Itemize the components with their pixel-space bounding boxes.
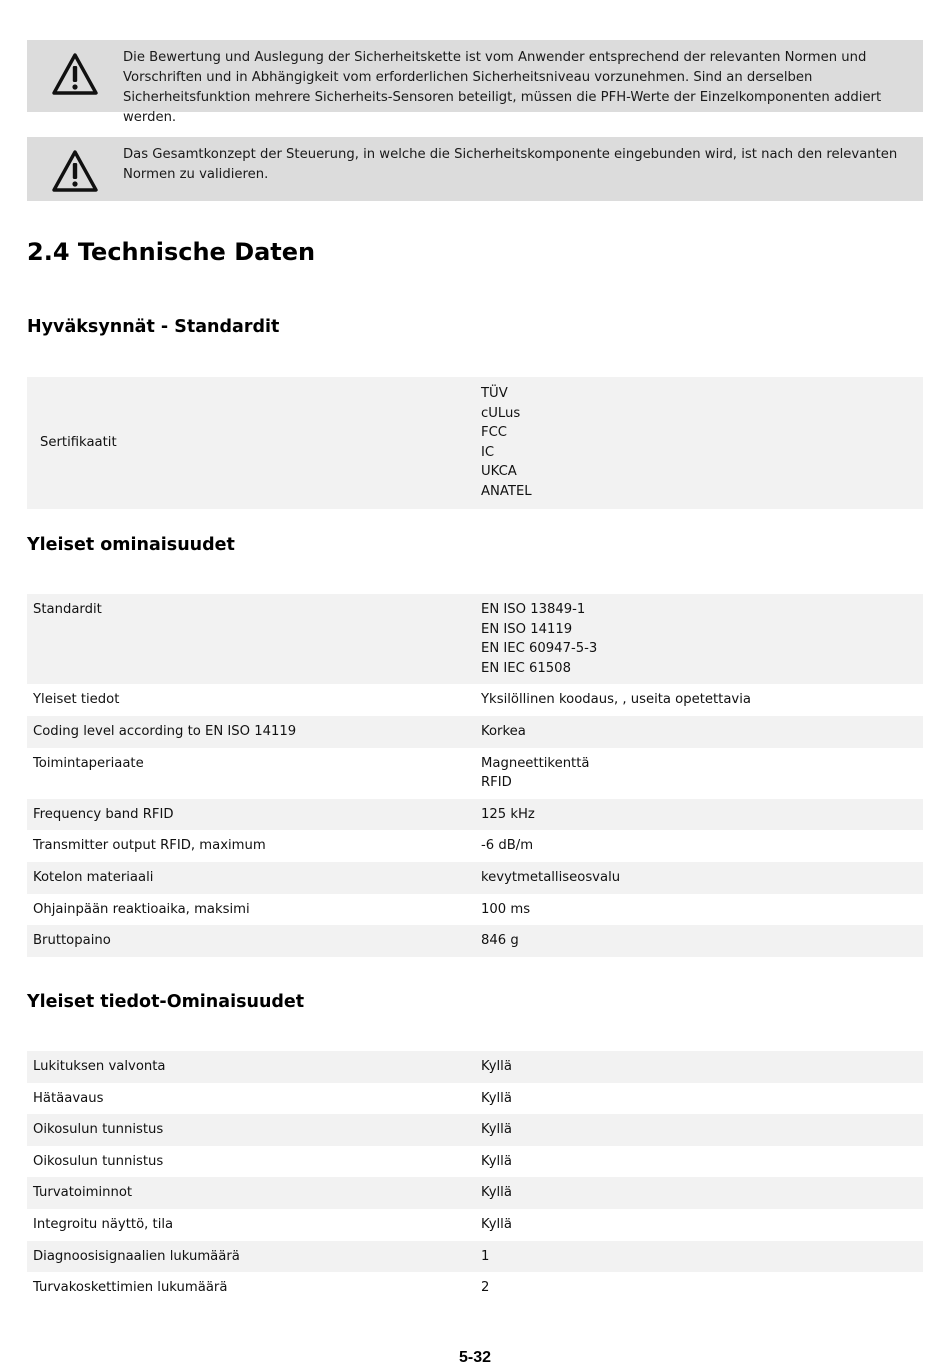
value-line: UKCA [481,464,517,480]
row-value [475,931,923,951]
value-line: kevytmetalliseosvalu [481,869,621,885]
table-row [27,1209,923,1241]
row-label: Kotelon materiaali [33,869,154,885]
row-value [475,836,923,856]
table-row [27,925,923,957]
warning-text-2: Das Gesamtkonzept der Steuerung, in welche die Sicherheitskomponente eingebunden wird, ist nach den relevanten Normen zu validieren. [123,147,898,182]
row-value: 1 [481,1248,490,1264]
row-label: Integroitu näyttö, tila [33,1216,174,1232]
row-label: Diagnoosisignaalien lukumäärä [33,1248,240,1264]
table-row [27,1146,923,1178]
row-label: Hätäavaus [33,1090,104,1106]
value-line: EN IEC 61508 [481,660,571,676]
approvals-table [27,377,923,509]
general-heading: Yleiset ominaisuudet [27,535,235,555]
value-line: Magneettikenttä [481,755,590,771]
warning-box-2 [27,137,923,201]
features-table [27,1051,923,1304]
table-row [27,1177,923,1209]
general-table [27,594,923,957]
row-label: Oikosulun tunnistus [33,1122,164,1138]
warning-triangle-icon [27,145,123,193]
table-row [27,1083,923,1115]
row-value [475,900,923,920]
warning-box-1 [27,40,923,125]
value-line: EN IEC 60947-5-3 [481,641,598,657]
page [27,40,923,1296]
approvals-heading: Hyväksynnät - Standardit [27,317,280,337]
table-row [27,748,923,799]
table-row [27,1272,923,1304]
value-line: FCC [481,425,508,441]
table-row [27,1051,923,1083]
row-label: Toimintaperiaate [33,755,144,771]
value-line: 125 kHz [481,806,535,822]
row-label: Turvatoiminnot [33,1185,133,1201]
row-label: Lukituksen valvonta [33,1059,166,1074]
value-line: EN ISO 13849-1 [481,602,586,617]
section-title: 2.4 Technische Daten [27,238,316,266]
value-line: ANATEL [481,483,532,499]
row-value [475,805,923,825]
table-row [27,894,923,926]
row-value: 2 [481,1280,490,1296]
table-row [27,377,923,509]
row-value [475,868,923,888]
row-value [475,384,923,502]
row-value: Kyllä [481,1059,512,1074]
row-label: Coding level according to EN ISO 14119 [33,723,297,739]
page-number: 5-32 [458,1349,492,1366]
value-line: 100 ms [481,901,531,917]
row-label: Turvakoskettimien lukumäärä [33,1280,228,1296]
row-value: Kyllä [481,1090,512,1106]
value-line: TÜV [481,386,508,401]
row-label: Yleiset tiedot [33,692,120,708]
row-label: Standardit [33,602,102,617]
table-row [27,830,923,862]
value-line: 846 g [481,933,519,949]
value-line: Korkea [481,723,526,739]
table-row [27,594,923,684]
table-row [27,862,923,894]
value-line: Yksilöllinen koodaus, , useita opetettavia [481,692,751,708]
value-line: RFID [481,775,512,791]
row-label: Sertifikaatit [40,434,117,450]
row-value [475,600,923,678]
value-line: IC [481,444,495,460]
row-value [475,722,923,742]
table-row [27,684,923,716]
features-heading: Yleiset tiedot-Ominaisuudet [27,992,305,1012]
row-value [475,754,923,793]
table-row [27,716,923,748]
row-value: Kyllä [481,1185,512,1201]
value-line: cULus [481,405,521,421]
row-label: Bruttopaino [33,933,111,949]
warning-triangle-icon [27,48,123,96]
value-line: -6 dB/m [481,838,534,854]
table-row [27,1114,923,1146]
row-value: Kyllä [481,1122,512,1138]
row-value: Kyllä [481,1216,512,1232]
row-label: Oikosulun tunnistus [33,1153,164,1169]
row-label: Transmitter output RFID, maximum [33,838,266,854]
warning-text-1: Die Bewertung und Auslegung der Sicherheitskette ist vom Anwender entsprechend der relevanten Normen und Vorschriften und in Abhängigkeit vom erforderlichen Sicherheitsniveau vorzunehmen. Sind an derselben Sicherheitsfunktion mehrere Sicherheits-Sensoren beteiligt, müssen die PFH-Werte der Einzelkomponenten addiert werden. [123,50,882,125]
value-line: EN ISO 14119 [481,621,573,637]
row-label: Ohjainpään reaktioaika, maksimi [33,901,250,917]
row-value: Kyllä [481,1153,512,1169]
table-row [27,799,923,831]
table-row [27,1241,923,1273]
row-value [475,690,923,710]
row-label: Frequency band RFID [33,806,174,822]
